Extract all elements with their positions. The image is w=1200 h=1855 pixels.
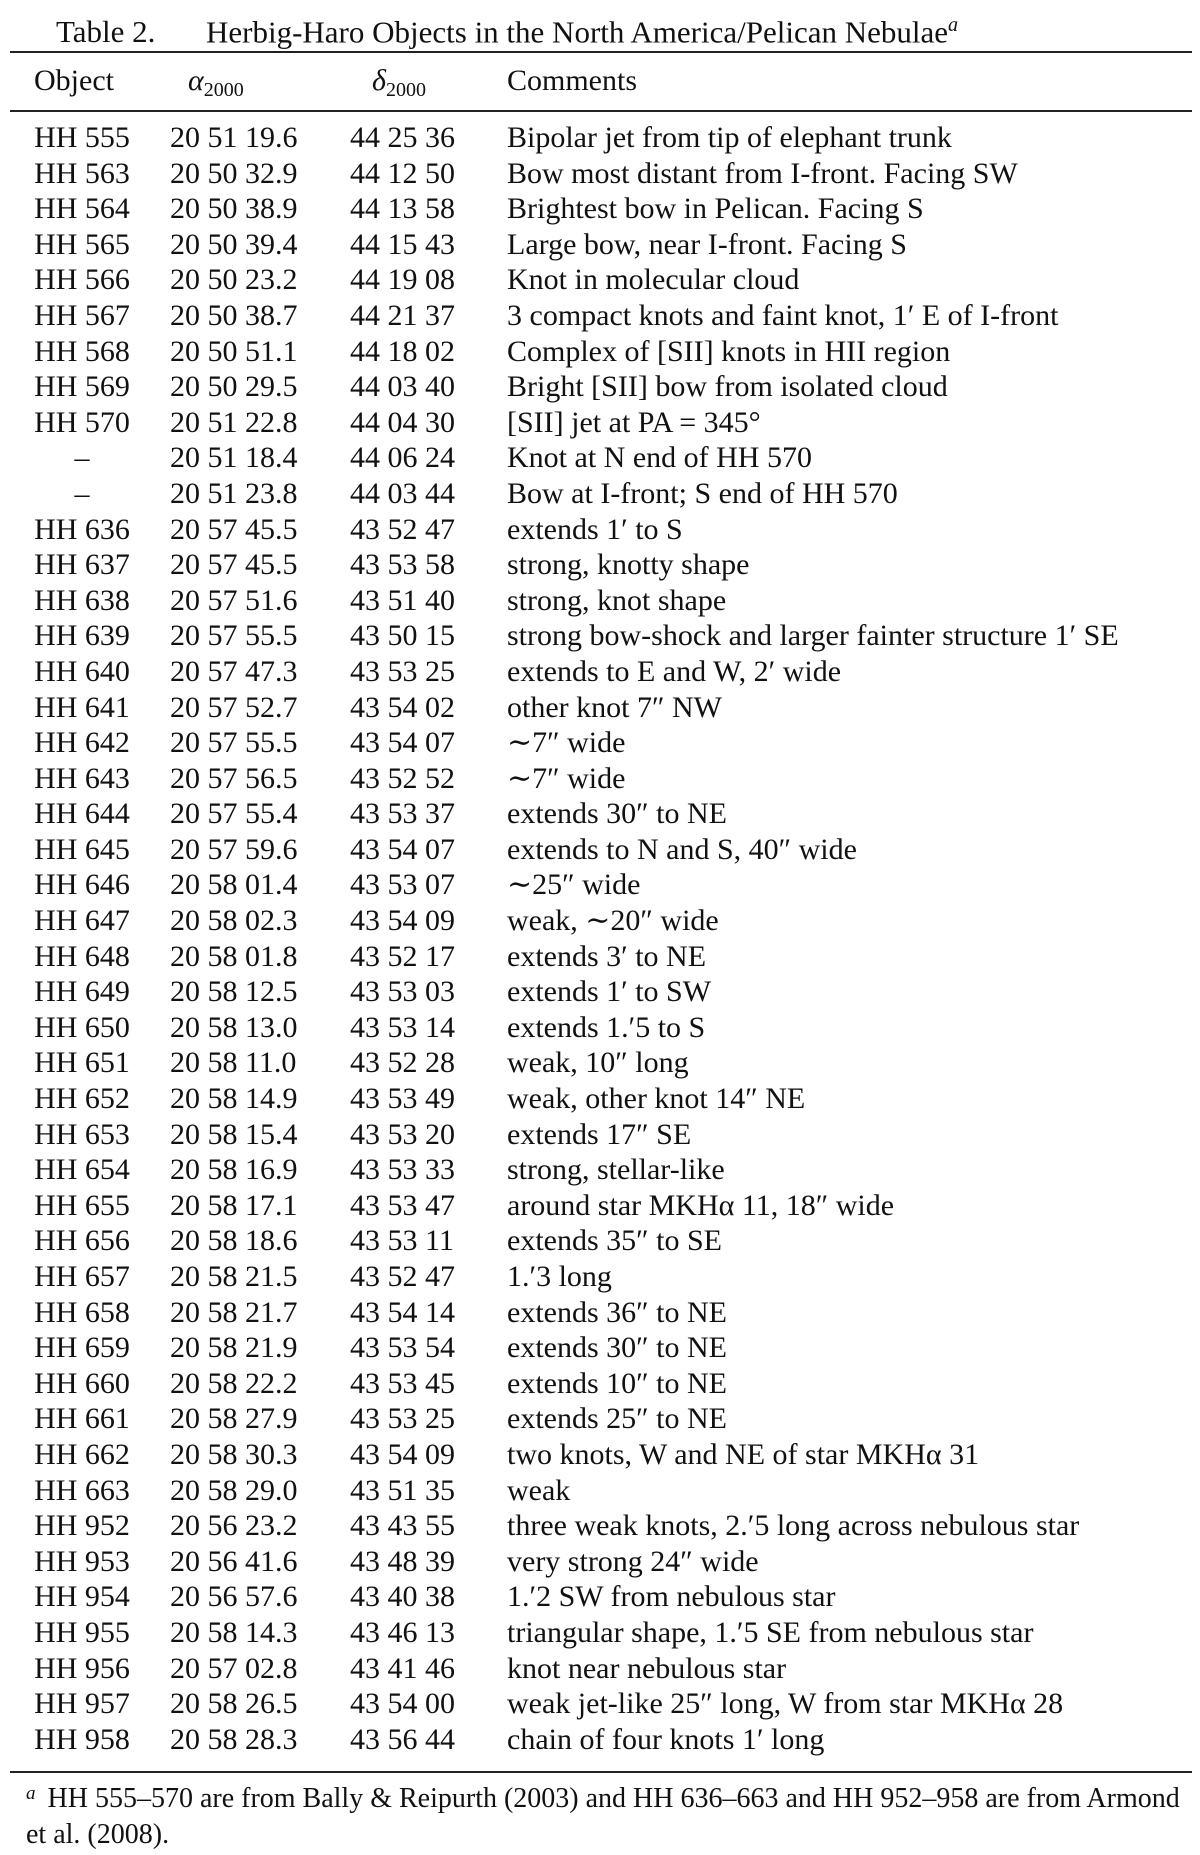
cell-object: HH 663: [34, 1473, 130, 1507]
cell-ra: 20 57 02.8: [170, 1651, 298, 1685]
cell-ra: 20 58 17.1: [170, 1188, 298, 1222]
cell-comment: 1.′2 SW from nebulous star: [507, 1580, 836, 1614]
cell-object: HH 654: [34, 1153, 130, 1187]
cell-dec: 44 13 58: [350, 192, 455, 226]
cell-object: HH 655: [34, 1188, 130, 1222]
cell-comment: extends 30″ to NE: [507, 1331, 727, 1365]
table-row: [0, 476, 1200, 512]
cell-comment: strong, stellar-like: [507, 1153, 725, 1187]
cell-ra: 20 58 21.9: [170, 1331, 298, 1365]
cell-object: HH 643: [34, 761, 130, 795]
cell-object: HH 564: [34, 192, 130, 226]
cell-dec: 43 53 20: [350, 1117, 455, 1151]
table-row: [0, 867, 1200, 903]
cell-object: –: [74, 441, 90, 475]
cell-dec: 43 50 15: [350, 619, 455, 653]
cell-ra: 20 57 56.5: [170, 761, 298, 795]
cell-comment: chain of four knots 1′ long: [507, 1722, 825, 1756]
cell-dec: 43 52 28: [350, 1046, 455, 1080]
cell-object: HH 639: [34, 619, 130, 653]
cell-ra: 20 58 16.9: [170, 1153, 298, 1187]
cell-ra: 20 58 22.2: [170, 1366, 298, 1400]
cell-comment: Bow most distant from I-front. Facing SW: [507, 156, 1018, 190]
cell-object: HH 660: [34, 1366, 130, 1400]
table-row: [0, 796, 1200, 832]
cell-ra: 20 57 45.5: [170, 512, 298, 546]
table-row: [0, 547, 1200, 583]
cell-comment: weak: [507, 1473, 571, 1507]
cell-dec: 44 15 43: [350, 227, 455, 261]
cell-object: HH 661: [34, 1402, 130, 1436]
cell-dec: 43 48 39: [350, 1544, 455, 1578]
cell-ra: 20 50 51.1: [170, 334, 298, 368]
cell-ra: 20 57 55.5: [170, 726, 298, 760]
table-row: [0, 1117, 1200, 1153]
cell-comment: Bipolar jet from tip of elephant trunk: [507, 121, 952, 154]
cell-dec: 43 43 55: [350, 1509, 455, 1543]
cell-object: HH 644: [34, 797, 130, 831]
cell-dec: 43 53 07: [350, 868, 455, 902]
cell-ra: 20 50 29.5: [170, 370, 298, 404]
cell-ra: 20 51 22.8: [170, 405, 298, 439]
cell-comment: very strong 24″ wide: [507, 1544, 759, 1578]
cell-dec: 43 54 14: [350, 1295, 455, 1329]
cell-object: HH 648: [34, 939, 130, 973]
cell-ra: 20 58 12.5: [170, 975, 298, 1009]
cell-ra: 20 58 11.0: [170, 1046, 297, 1080]
cell-object: HH 952: [34, 1509, 130, 1543]
table-row: [0, 618, 1200, 654]
cell-dec: 43 52 17: [350, 939, 455, 973]
cell-comment: 1.′3 long: [507, 1260, 612, 1293]
cell-comment: weak, ∼20″ wide: [507, 904, 719, 938]
table-row: [0, 1188, 1200, 1224]
table-row: [0, 1366, 1200, 1402]
cell-dec: 43 53 37: [350, 797, 455, 831]
cell-ra: 20 58 28.3: [170, 1722, 298, 1756]
cell-dec: 44 03 44: [350, 476, 455, 510]
cell-comment: [SII] jet at PA = 345°: [507, 405, 761, 439]
table-row: [0, 1508, 1200, 1544]
cell-comment: ∼25″ wide: [507, 868, 641, 902]
cell-ra: 20 58 13.0: [170, 1010, 298, 1044]
top-rule: [10, 51, 1192, 53]
cell-ra: 20 51 19.6: [170, 121, 298, 154]
cell-object: HH 958: [34, 1722, 130, 1756]
cell-ra: 20 50 38.7: [170, 298, 298, 332]
table-row: [0, 1686, 1200, 1722]
cell-comment: Complex of [SII] knots in HII region: [507, 334, 951, 368]
cell-ra: 20 50 23.2: [170, 263, 298, 297]
table-row: [0, 1045, 1200, 1081]
table-header: [0, 58, 1200, 104]
cell-dec: 43 53 49: [350, 1082, 455, 1116]
cell-dec: 43 46 13: [350, 1615, 455, 1649]
title-footnote-mark: a: [948, 14, 959, 36]
table-number: Table 2.: [56, 14, 156, 50]
table-body: [0, 120, 1200, 1757]
table-row: [0, 583, 1200, 619]
cell-ra: 20 57 52.7: [170, 690, 298, 724]
cell-ra: 20 56 41.6: [170, 1544, 298, 1578]
table-caption: [56, 6, 1186, 51]
cell-ra: 20 58 21.5: [170, 1260, 298, 1293]
cell-dec: 43 53 11: [350, 1224, 454, 1258]
table-row: [0, 156, 1200, 192]
table-row: [0, 1081, 1200, 1117]
footnote-text: HH 555–570 are from Bally & Reipurth (2003) and HH 636–663 and HH 952–958 are from Armond et al. (2008).: [26, 1783, 1180, 1850]
table-row: [0, 1223, 1200, 1259]
cell-object: HH 651: [34, 1046, 130, 1080]
table-row: [0, 227, 1200, 263]
cell-object: HH 954: [34, 1580, 130, 1614]
cell-comment: Brightest bow in Pelican. Facing S: [507, 192, 924, 226]
cell-comment: extends 25″ to NE: [507, 1402, 727, 1436]
table-row: [0, 1259, 1200, 1295]
cell-dec: 43 54 07: [350, 832, 455, 866]
cell-dec: 43 53 25: [350, 654, 455, 688]
cell-ra: 20 58 01.4: [170, 868, 298, 902]
table-row: [0, 654, 1200, 690]
table-row: [0, 1473, 1200, 1509]
cell-comment: weak jet-like 25″ long, W from star MKHα 28: [507, 1687, 1064, 1721]
cell-dec: 43 40 38: [350, 1580, 455, 1614]
cell-object: HH 659: [34, 1331, 130, 1365]
cell-object: HH 637: [34, 548, 130, 582]
cell-object: HH 555: [34, 121, 130, 154]
header-ra: $\alpha_{2000}$: [188, 64, 244, 101]
cell-dec: 43 51 35: [350, 1473, 455, 1507]
cell-dec: 43 53 47: [350, 1188, 455, 1222]
cell-object: HH 569: [34, 370, 130, 404]
header-rule: [10, 110, 1192, 112]
cell-dec: 43 53 58: [350, 548, 455, 582]
cell-comment: weak, other knot 14″ NE: [507, 1082, 806, 1116]
table-row: [0, 1330, 1200, 1366]
cell-ra: 20 50 32.9: [170, 156, 298, 190]
cell-dec: 43 51 40: [350, 583, 455, 617]
cell-object: HH 646: [34, 868, 130, 902]
cell-comment: Bright [SII] bow from isolated cloud: [507, 370, 948, 404]
cell-object: HH 636: [34, 512, 130, 546]
cell-object: HH 956: [34, 1651, 130, 1685]
cell-comment: other knot 7″ NW: [507, 690, 722, 724]
table-row: [0, 1152, 1200, 1188]
table-title: Herbig-Haro Objects in the North America/Pelican Nebulae: [206, 14, 949, 50]
cell-comment: Large bow, near I-front. Facing S: [507, 227, 907, 261]
cell-comment: around star MKHα 11, 18″ wide: [507, 1188, 895, 1222]
cell-dec: 44 19 08: [350, 263, 455, 297]
table-row: [0, 440, 1200, 476]
cell-ra: 20 57 47.3: [170, 654, 298, 688]
table-row: [0, 903, 1200, 939]
cell-comment: Bow at I-front; S end of HH 570: [507, 476, 898, 510]
cell-object: HH 568: [34, 334, 130, 368]
cell-ra: 20 57 59.6: [170, 832, 298, 866]
cell-dec: 43 53 54: [350, 1331, 455, 1365]
header-object: Object: [34, 64, 114, 97]
cell-comment: extends 35″ to SE: [507, 1224, 722, 1258]
cell-ra: 20 57 55.4: [170, 797, 298, 831]
cell-ra: 20 58 15.4: [170, 1117, 298, 1151]
table-row: [0, 1722, 1200, 1758]
cell-object: HH 642: [34, 726, 130, 760]
cell-object: HH 566: [34, 263, 130, 297]
cell-dec: 43 52 52: [350, 761, 455, 795]
table-row: [0, 298, 1200, 334]
cell-ra: 20 51 23.8: [170, 476, 298, 510]
cell-ra: 20 58 18.6: [170, 1224, 298, 1258]
cell-comment: strong, knot shape: [507, 583, 727, 617]
cell-comment: extends 36″ to NE: [507, 1295, 727, 1329]
footnote-mark: a: [26, 1783, 36, 1804]
cell-object: HH 649: [34, 975, 130, 1009]
cell-comment: two knots, W and NE of star MKHα 31: [507, 1437, 980, 1471]
cell-ra: 20 58 21.7: [170, 1295, 298, 1329]
cell-comment: extends 10″ to NE: [507, 1366, 727, 1400]
cell-dec: 43 54 07: [350, 726, 455, 760]
cell-ra: 20 56 23.2: [170, 1509, 298, 1543]
table-row: [0, 725, 1200, 761]
cell-dec: 43 53 03: [350, 975, 455, 1009]
cell-object: HH 641: [34, 690, 130, 724]
cell-object: HH 647: [34, 904, 130, 938]
cell-dec: 44 06 24: [350, 441, 455, 475]
cell-comment: extends 17″ SE: [507, 1117, 692, 1151]
cell-object: HH 955: [34, 1615, 130, 1649]
table-row: [0, 1437, 1200, 1473]
header-dec: $\delta_{2000}$: [372, 64, 426, 101]
cell-ra: 20 50 39.4: [170, 227, 298, 261]
cell-comment: extends 1′ to SW: [507, 975, 712, 1009]
table-row: [0, 939, 1200, 975]
cell-comment: strong bow-shock and larger fainter structure 1′ SE: [507, 619, 1119, 653]
table-row: [0, 761, 1200, 797]
cell-dec: 43 53 33: [350, 1153, 455, 1187]
cell-ra: 20 51 18.4: [170, 441, 298, 475]
cell-dec: 44 04 30: [350, 405, 455, 439]
cell-ra: 20 56 57.6: [170, 1580, 298, 1614]
cell-comment: extends 1′ to S: [507, 512, 683, 546]
cell-dec: 43 52 47: [350, 1260, 455, 1293]
cell-object: HH 563: [34, 156, 130, 190]
table-row: [0, 1579, 1200, 1615]
header-comments: Comments: [507, 64, 638, 97]
cell-comment: weak, 10″ long: [507, 1046, 689, 1080]
cell-ra: 20 58 14.9: [170, 1082, 298, 1116]
cell-object: HH 645: [34, 832, 130, 866]
cell-comment: ∼7″ wide: [507, 761, 626, 795]
table-row: [0, 1401, 1200, 1437]
table-row: [0, 262, 1200, 298]
cell-object: HH 658: [34, 1295, 130, 1329]
cell-ra: 20 58 27.9: [170, 1402, 298, 1436]
cell-object: HH 653: [34, 1117, 130, 1151]
cell-comment: strong, knotty shape: [507, 548, 750, 582]
table-row: [0, 369, 1200, 405]
table-row: [0, 974, 1200, 1010]
cell-object: HH 652: [34, 1082, 130, 1116]
cell-object: HH 657: [34, 1260, 130, 1293]
cell-dec: 43 56 44: [350, 1722, 455, 1756]
cell-dec: 43 54 02: [350, 690, 455, 724]
cell-object: HH 567: [34, 298, 130, 332]
cell-object: HH 650: [34, 1010, 130, 1044]
cell-comment: Knot at N end of HH 570: [507, 441, 812, 475]
cell-object: HH 638: [34, 583, 130, 617]
cell-object: HH 953: [34, 1544, 130, 1578]
cell-dec: 43 54 00: [350, 1687, 455, 1721]
cell-ra: 20 57 51.6: [170, 583, 298, 617]
cell-dec: 43 53 25: [350, 1402, 455, 1436]
cell-comment: extends 3′ to NE: [507, 939, 707, 973]
cell-comment: extends 1.′5 to S: [507, 1010, 706, 1044]
table-row: [0, 120, 1200, 156]
table-row: [0, 1295, 1200, 1331]
cell-object: HH 570: [34, 405, 130, 439]
cell-comment: Knot in molecular cloud: [507, 263, 800, 297]
cell-dec: 43 52 47: [350, 512, 455, 546]
cell-object: HH 662: [34, 1437, 130, 1471]
cell-dec: 44 21 37: [350, 298, 455, 332]
table-row: [0, 405, 1200, 441]
table-row: [0, 1544, 1200, 1580]
cell-object: HH 656: [34, 1224, 130, 1258]
cell-object: HH 957: [34, 1687, 130, 1721]
cell-dec: 43 41 46: [350, 1651, 455, 1685]
cell-object: –: [74, 476, 90, 510]
cell-ra: 20 58 29.0: [170, 1473, 298, 1507]
cell-ra: 20 58 26.5: [170, 1687, 298, 1721]
cell-comment: ∼7″ wide: [507, 726, 626, 760]
bottom-rule: [10, 1771, 1192, 1773]
cell-dec: 44 03 40: [350, 370, 455, 404]
table-row: [0, 1651, 1200, 1687]
cell-ra: 20 57 55.5: [170, 619, 298, 653]
cell-dec: 44 12 50: [350, 156, 455, 190]
cell-ra: 20 58 14.3: [170, 1615, 298, 1649]
cell-comment: extends to E and W, 2′ wide: [507, 654, 842, 688]
cell-ra: 20 50 38.9: [170, 192, 298, 226]
cell-dec: 43 54 09: [350, 1437, 455, 1471]
cell-comment: extends 30″ to NE: [507, 797, 727, 831]
table-row: [0, 334, 1200, 370]
cell-dec: 44 25 36: [350, 121, 455, 154]
cell-ra: 20 58 02.3: [170, 904, 298, 938]
table-row: [0, 191, 1200, 227]
cell-comment: extends to N and S, 40″ wide: [507, 832, 857, 866]
cell-dec: 43 53 14: [350, 1010, 455, 1044]
table-row: [0, 1010, 1200, 1046]
cell-dec: 43 54 09: [350, 904, 455, 938]
cell-dec: 43 53 45: [350, 1366, 455, 1400]
cell-ra: 20 58 01.8: [170, 939, 298, 973]
cell-comment: knot near nebulous star: [507, 1651, 787, 1685]
table-row: [0, 690, 1200, 726]
table-footnote: [26, 1776, 1186, 1853]
cell-ra: 20 58 30.3: [170, 1437, 298, 1471]
cell-comment: three weak knots, 2.′5 long across nebulous star: [507, 1509, 1080, 1543]
table-row: [0, 1615, 1200, 1651]
cell-dec: 44 18 02: [350, 334, 455, 368]
table-row: [0, 512, 1200, 548]
cell-comment: triangular shape, 1.′5 SE from nebulous star: [507, 1615, 1034, 1649]
cell-ra: 20 57 45.5: [170, 548, 298, 582]
cell-comment: 3 compact knots and faint knot, 1′ E of I-front: [507, 298, 1059, 332]
cell-object: HH 640: [34, 654, 130, 688]
table-row: [0, 832, 1200, 868]
cell-object: HH 565: [34, 227, 130, 261]
